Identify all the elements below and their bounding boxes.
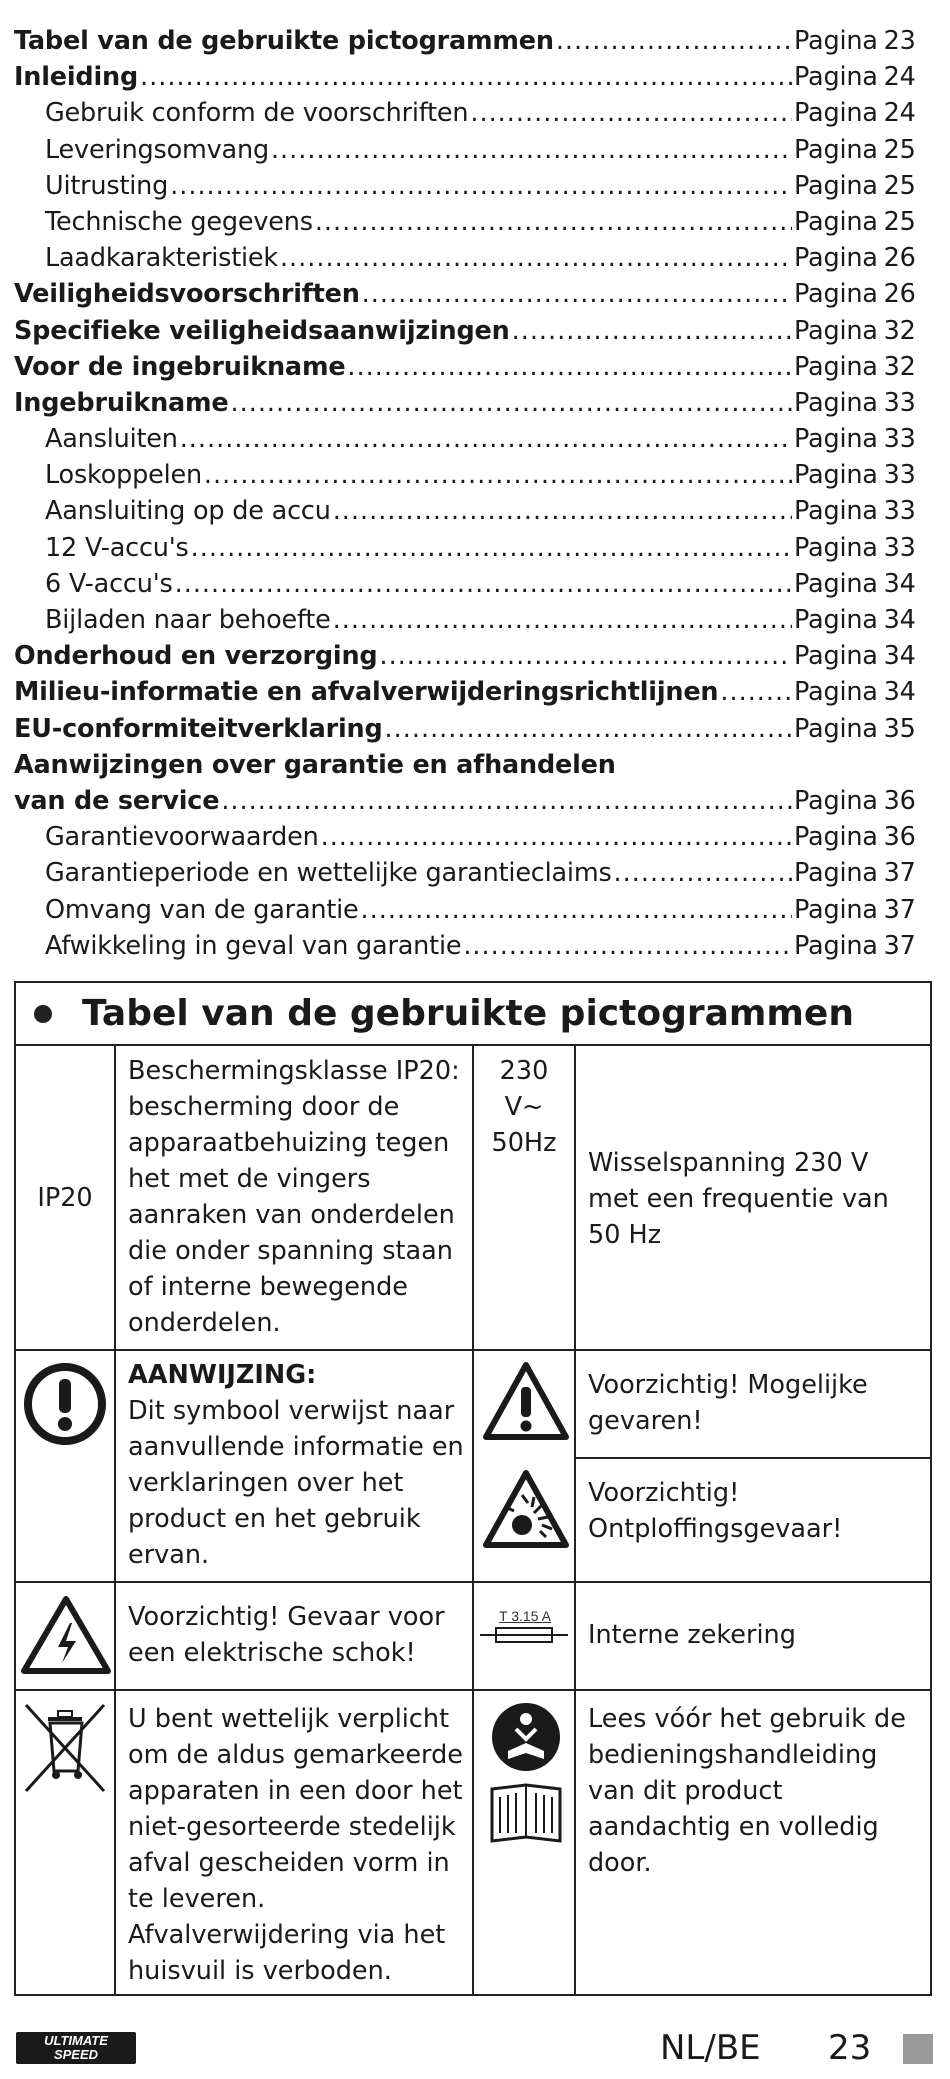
row-divider: [574, 1457, 930, 1459]
row-divider: [16, 1689, 930, 1691]
toc-page-number: 34: [883, 641, 916, 672]
toc-entry: [14, 98, 934, 134]
caution-description: Voorzichtig! Mogelijke gevaren!: [588, 1370, 868, 1436]
toc-page-number: 33: [883, 460, 916, 491]
toc-page-ref: [794, 822, 934, 852]
toc-page-ref: [794, 533, 934, 563]
toc-page-label: Pagina: [794, 134, 878, 165]
toc-page-ref: [794, 98, 934, 128]
toc-entry-title: EU-conformiteitverklaring: [14, 713, 383, 744]
toc-page-number: 26: [883, 279, 916, 310]
voltage-description: Wisselspanning 230 V met een frequentie van 50 Hz: [588, 1148, 889, 1250]
toc-page-label: Pagina: [794, 930, 878, 961]
read-manual-icon: [486, 1701, 570, 1849]
toc-page-number: 25: [883, 206, 916, 237]
row-divider: [16, 1349, 930, 1351]
toc-page-label: Pagina: [794, 315, 878, 346]
toc-leader-dots: [321, 822, 792, 852]
toc-page-number: 32: [883, 351, 916, 382]
toc-entry-title: Laadkarakteristiek: [45, 243, 278, 274]
toc-entry: [14, 424, 934, 460]
toc-entry: [14, 388, 934, 424]
toc-entry: [14, 569, 934, 605]
toc-entry: [14, 135, 934, 171]
toc-entry: [14, 786, 934, 822]
toc-page-label: Pagina: [794, 532, 878, 563]
toc-leader-dots: [271, 135, 792, 165]
toc-page-number: 33: [883, 496, 916, 527]
toc-leader-dots: [470, 98, 792, 128]
toc-page-number: 33: [883, 532, 916, 563]
toc-entry-title: Milieu-informatie en afvalverwijderingsrichtlijnen: [14, 677, 719, 708]
toc-entry-title: Veiligheidsvoorschriften: [14, 279, 360, 310]
toc-leader-dots: [362, 279, 792, 309]
toc-page-number: 24: [883, 62, 916, 93]
pictogram-table-title: Tabel van de gebruikte pictogrammen: [82, 993, 854, 1034]
toc-leader-dots: [556, 26, 792, 56]
toc-page-ref: [794, 786, 934, 816]
column-divider: [472, 1044, 474, 1994]
toc-leader-dots: [315, 207, 792, 237]
explosion-description: Voorzichtig! Ontploffingsgevaar!: [588, 1478, 843, 1544]
pictogram-table-heading: [16, 983, 930, 1046]
note-description: Dit symbool verwijst naar aanvullende informatie en verklaringen over het product en het gebruik ervan.: [128, 1396, 464, 1570]
toc-page-ref: [794, 714, 934, 744]
column-divider: [574, 1044, 576, 1994]
shock-description: Voorzichtig! Gevaar voor een elektrische schok!: [128, 1602, 445, 1668]
toc-page-ref: [794, 62, 934, 92]
toc-entry-title: Voor de ingebruikname: [14, 351, 346, 382]
logo-line1: ULTIMATE: [44, 2033, 108, 2048]
toc-page-label: Pagina: [794, 713, 878, 744]
toc-entry-title: Uitrusting: [45, 170, 169, 201]
toc-entry: [14, 641, 934, 677]
toc-leader-dots: [333, 496, 792, 526]
toc-page-label: Pagina: [794, 243, 878, 274]
toc-page-ref: [794, 460, 934, 490]
toc-page-number: 36: [883, 822, 916, 853]
toc-page-label: Pagina: [794, 460, 878, 491]
toc-page-number: 34: [883, 677, 916, 708]
toc-leader-dots: [512, 316, 792, 346]
toc-page-ref: [794, 569, 934, 599]
toc-page-ref: [794, 352, 934, 382]
toc-entry: [14, 605, 934, 641]
toc-leader-dots: [191, 533, 792, 563]
manual-description: Lees vóór het gebruik de bedieningshandleiding van dit product aandachtig en volledig door.: [588, 1704, 906, 1878]
ip20-description: Beschermingsklasse IP20: bescherming door de apparaatbehuizing tegen het met de vingers aanraken van onderdelen die onder spanning staan of interne bewegende onderdelen.: [128, 1056, 460, 1338]
toc-leader-dots: [204, 460, 792, 490]
toc-entry: [14, 822, 934, 858]
electric-shock-icon: [20, 1595, 114, 1675]
toc-page-number: 24: [883, 98, 916, 129]
toc-page-number: 36: [883, 785, 916, 816]
page-footer: [0, 2020, 950, 2070]
toc-page-number: 23: [883, 26, 916, 56]
page-marker: [903, 2034, 933, 2064]
toc-entry: [14, 533, 934, 569]
toc-entry: [14, 677, 934, 713]
toc-leader-dots: [170, 171, 792, 201]
ultimate-speed-logo: [16, 2032, 136, 2064]
toc-entry: [14, 496, 934, 532]
toc-page-label: Pagina: [794, 496, 878, 527]
warning-triangle-icon: [482, 1361, 572, 1441]
fuse-icon: [478, 1608, 572, 1646]
toc-entry: [14, 26, 934, 62]
table-of-contents: [14, 26, 934, 967]
explosion-warning-icon: [482, 1469, 572, 1549]
toc-page-label: Pagina: [794, 206, 878, 237]
toc-entry: [14, 62, 934, 98]
bullet-icon: [34, 1005, 52, 1023]
toc-entry: [14, 279, 934, 315]
toc-entry-title: Afwikkeling in geval van garantie: [45, 930, 462, 961]
toc-leader-dots: [361, 895, 792, 925]
toc-leader-dots: [180, 424, 792, 454]
toc-entry: [14, 243, 934, 279]
toc-page-label: Pagina: [794, 26, 878, 56]
toc-page-ref: [794, 135, 934, 165]
toc-entry: [14, 858, 934, 894]
toc-entry-title: Loskoppelen: [45, 460, 202, 491]
toc-page-label: Pagina: [794, 568, 878, 599]
toc-page-label: Pagina: [794, 894, 878, 925]
toc-entry-title: Garantieperiode en wettelijke garantieclaims: [45, 858, 612, 889]
toc-page-number: 35: [883, 713, 916, 744]
toc-page-label: Pagina: [794, 279, 878, 310]
toc-page-label: Pagina: [794, 822, 878, 853]
toc-page-ref: [794, 496, 934, 526]
toc-entry-title: Leveringsomvang: [45, 134, 269, 165]
toc-page-label: Pagina: [794, 605, 878, 635]
toc-entry: [14, 460, 934, 496]
toc-entry-title: 6 V-accu's: [45, 568, 173, 599]
toc-page-ref: [794, 424, 934, 454]
toc-page-ref: [794, 316, 934, 346]
toc-entry-title: Aansluiting op de accu: [45, 496, 331, 527]
toc-entry: [14, 931, 934, 967]
toc-page-number: 33: [883, 387, 916, 418]
column-divider: [114, 1044, 116, 1994]
exclamation-circle-icon: [22, 1361, 112, 1447]
toc-entry-title: Aanwijzingen over garantie en afhandelen: [14, 749, 616, 780]
toc-entry-title: Specifieke veiligheidsaanwijzingen: [14, 315, 510, 346]
toc-page-number: 25: [883, 134, 916, 165]
toc-page-ref: [794, 26, 934, 56]
page-number: 23: [828, 2028, 872, 2068]
toc-page-label: Pagina: [794, 387, 878, 418]
toc-entry-title: Inleiding: [14, 62, 139, 93]
toc-leader-dots: [379, 641, 792, 671]
toc-page-ref: [794, 388, 934, 418]
toc-leader-dots: [463, 931, 792, 961]
toc-entry-title: Technische gegevens: [45, 206, 313, 237]
row-divider: [16, 1581, 930, 1583]
toc-page-number: 34: [883, 568, 916, 599]
toc-page-ref: [794, 207, 934, 237]
pictogram-table: [14, 981, 932, 1996]
toc-page-ref: [794, 279, 934, 309]
voltage-symbol-line3: 50Hz: [491, 1128, 557, 1158]
toc-page-number: 37: [883, 858, 916, 889]
toc-entry-title: Bijladen naar behoefte: [45, 605, 331, 635]
toc-page-ref: [794, 171, 934, 201]
toc-page-number: 34: [883, 605, 916, 635]
toc-entry-title: van de service: [14, 785, 220, 816]
toc-entry-title: Omvang van de garantie: [45, 894, 359, 925]
toc-entry-title: Garantievoorwaarden: [45, 822, 319, 853]
toc-page-label: Pagina: [794, 424, 878, 455]
toc-entry-title: Gebruik conform de voorschriften: [45, 98, 469, 129]
toc-page-ref: [794, 605, 934, 635]
toc-entry: [14, 352, 934, 388]
toc-leader-dots: [140, 62, 792, 92]
toc-page-ref: [794, 641, 934, 671]
fuse-description: Interne zekering: [588, 1620, 796, 1650]
toc-page-ref: [794, 677, 934, 707]
toc-entry-title: Ingebruikname: [14, 387, 229, 418]
language-code: NL/BE: [660, 2028, 761, 2068]
toc-page-number: 26: [883, 243, 916, 274]
toc-leader-dots: [333, 605, 792, 635]
toc-entry-title: Tabel van de gebruikte pictogrammen: [14, 26, 554, 56]
weee-description: U bent wettelijk verplicht om de aldus gemarkeerde apparaten in een door het niet-gesorteerde stedelijk afval gescheiden vorm in te leveren. Afvalverwijdering via het huisvuil is verboden.: [128, 1704, 463, 1986]
ip20-symbol: IP20: [37, 1182, 93, 1213]
toc-page-number: 37: [883, 894, 916, 925]
toc-leader-dots: [231, 388, 793, 418]
toc-page-number: 33: [883, 424, 916, 455]
toc-page-label: Pagina: [794, 170, 878, 201]
toc-entry-title: Aansluiten: [45, 424, 178, 455]
toc-page-ref: [794, 243, 934, 273]
toc-entry: [14, 171, 934, 207]
crossed-bin-icon: [20, 1699, 114, 1795]
toc-page-label: Pagina: [794, 62, 878, 93]
toc-entry: [14, 750, 934, 786]
voltage-symbol: [474, 1053, 574, 1161]
voltage-symbol-line1: 230: [499, 1056, 549, 1086]
toc-entry: [14, 714, 934, 750]
toc-entry: [14, 316, 934, 352]
toc-entry: [14, 895, 934, 931]
toc-page-number: 25: [883, 170, 916, 201]
toc-leader-dots: [614, 858, 792, 888]
toc-page-ref: [794, 931, 934, 961]
toc-page-ref: [794, 895, 934, 925]
toc-page-label: Pagina: [794, 98, 878, 129]
toc-leader-dots: [280, 243, 792, 273]
toc-entry-title: 12 V-accu's: [45, 532, 189, 563]
note-block: [128, 1357, 468, 1573]
toc-leader-dots: [175, 569, 792, 599]
toc-page-number: 32: [883, 315, 916, 346]
toc-leader-dots: [221, 786, 792, 816]
logo-line2: SPEED: [53, 2047, 99, 2062]
toc-entry: [14, 207, 934, 243]
toc-page-label: Pagina: [794, 858, 878, 889]
toc-page-label: Pagina: [794, 641, 878, 672]
toc-page-label: Pagina: [794, 677, 878, 708]
toc-page-label: Pagina: [794, 785, 878, 816]
toc-leader-dots: [720, 677, 792, 707]
toc-page-number: 37: [883, 930, 916, 961]
fuse-rating: T 3.15 A: [499, 1608, 551, 1624]
toc-page-label: Pagina: [794, 351, 878, 382]
toc-leader-dots: [385, 714, 792, 744]
voltage-symbol-line2: V~: [504, 1092, 544, 1122]
toc-entry-title: Onderhoud en verzorging: [14, 641, 378, 672]
toc-page-ref: [794, 858, 934, 888]
toc-leader-dots: [347, 352, 792, 382]
note-title: AANWIJZING:: [128, 1360, 317, 1390]
